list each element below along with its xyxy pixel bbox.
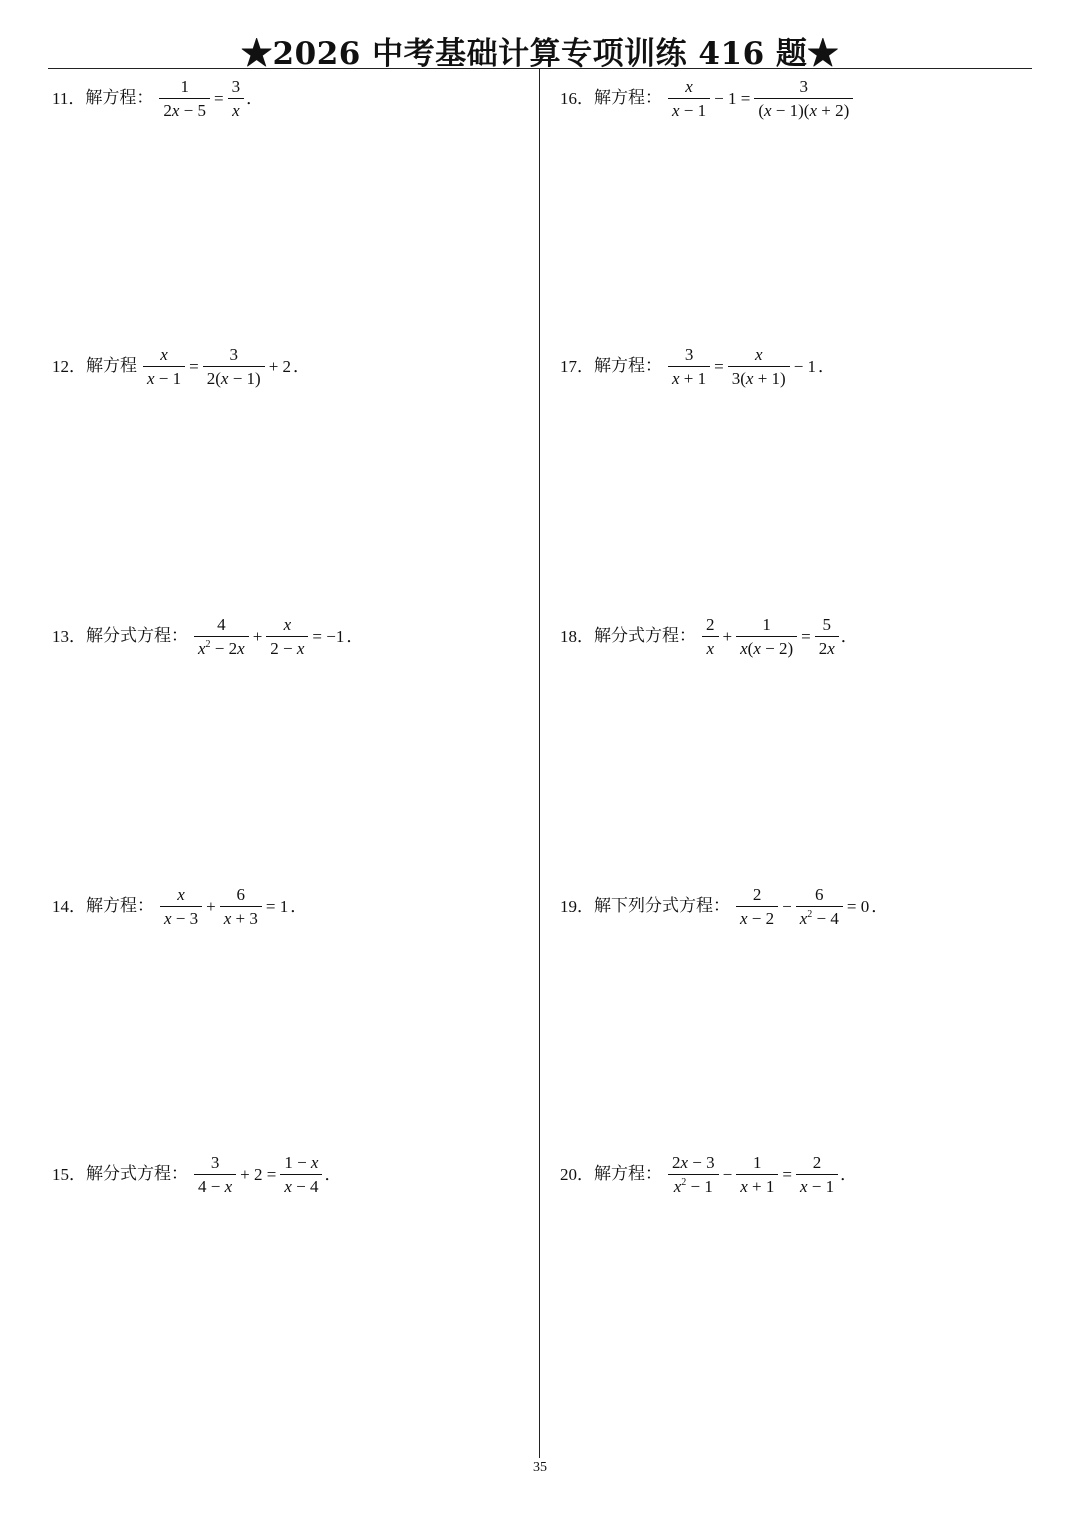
problem-instruction: 解方程： (85, 88, 154, 108)
problem-end-mark: ． (324, 1165, 342, 1184)
problem-end-mark: ． (346, 627, 364, 646)
equation: $\frac{x}{x - 1}$ = $\frac{3}{2(x - 1)}$ + 2 ． (141, 346, 310, 387)
fraction: $\frac{x}{2 - x}$ (266, 616, 308, 657)
problem-instruction: 解方程： (86, 896, 154, 916)
page-number: 35 (533, 1460, 547, 1475)
fraction: $\frac{2}{x}$ (702, 616, 719, 657)
problem-13 (52, 616, 363, 657)
fraction: $\frac{3}{4 - x}$ (194, 1154, 236, 1195)
problem-number: 20． (560, 1165, 594, 1184)
problem-instruction: 解方程： (594, 88, 662, 108)
problem-number: 12． (52, 357, 86, 376)
equation: $\frac{2}{x - 2}$ − $\frac{6}{x^2 - 4}$ = 0 ． (734, 886, 888, 927)
problem-number: 19． (560, 897, 594, 916)
equation: $\frac{2}{x}$ + $\frac{1}{x(x - 2)}$ = $\frac{5}{2x}$ ． (700, 616, 858, 657)
problem-11 (52, 78, 263, 119)
fraction: $\frac{3}{x + 1}$ (668, 346, 710, 387)
problem-instruction: 解分式方程： (86, 1164, 188, 1184)
fraction: $\frac{5}{2x}$ (815, 616, 839, 657)
page-title: ★2026 中考基础计算专项训练 416 题★ (241, 36, 839, 72)
fraction: $\frac{3}{x}$ (228, 78, 245, 119)
problem-number: 14． (52, 897, 86, 916)
problem-end-mark: ． (871, 897, 889, 916)
problem-number: 16． (560, 89, 594, 108)
fraction: $\frac{4}{x^2 - 2x}$ (194, 616, 249, 657)
problem-19 (560, 886, 888, 927)
problem-end-mark: ． (840, 1165, 858, 1184)
problem-instruction: 解方程 (86, 356, 137, 376)
problem-16 (560, 78, 855, 119)
problem-end-mark: ． (290, 897, 308, 916)
problem-18 (560, 616, 858, 657)
problem-number: 15． (52, 1165, 86, 1184)
problem-instruction: 解下列分式方程： (594, 896, 730, 916)
equation: $\frac{4}{x^2 - 2x}$ + $\frac{x}{2 - x}$ = −1 ． (192, 616, 363, 657)
problem-end-mark: ． (840, 627, 858, 646)
problem-end-mark: ． (818, 357, 836, 376)
problem-12 (52, 346, 310, 387)
fraction: $\frac{x}{x - 1}$ (143, 346, 185, 387)
equation: $\frac{3}{x + 1}$ = $\frac{x}{3(x + 1)}$ − 1 ． (666, 346, 835, 387)
fraction: $\frac{2}{x - 1}$ (796, 1154, 838, 1195)
fraction: $\frac{1 - x}{x - 4}$ (280, 1154, 322, 1195)
problem-number: 17． (560, 357, 594, 376)
problem-instruction: 解分式方程： (86, 626, 188, 646)
problem-number: 11． (52, 89, 86, 108)
problem-20 (560, 1154, 857, 1195)
fraction: $\frac{3}{(x - 1)(x + 2)}$ (754, 78, 853, 119)
equation: $\frac{3}{4 - x}$ + 2 = $\frac{1 - x}{x - 4}$ ． (192, 1154, 341, 1195)
fraction: $\frac{6}{x^2 - 4}$ (796, 886, 843, 927)
equation: $\frac{x}{x - 1}$ − 1 = $\frac{3}{(x - 1)(x + 2)}$ (666, 78, 855, 119)
problem-instruction: 解方程： (594, 356, 662, 376)
fraction: $\frac{x}{x - 1}$ (668, 78, 710, 119)
fraction: $\frac{x}{x - 3}$ (160, 886, 202, 927)
problem-end-mark: ． (293, 357, 311, 376)
equation: $\frac{2x - 3}{x^2 - 1}$ − $\frac{1}{x + 1}$ = $\frac{2}{x - 1}$ ． (666, 1154, 857, 1195)
fraction: $\frac{2}{x - 2}$ (736, 886, 778, 927)
problem-number: 13． (52, 627, 86, 646)
fraction: $\frac{1}{x + 1}$ (736, 1154, 778, 1195)
fraction: $\frac{2x - 3}{x^2 - 1}$ (668, 1154, 719, 1195)
fraction: $\frac{3}{2(x - 1)}$ (203, 346, 265, 387)
problem-end-mark: ． (246, 89, 264, 108)
equation: $\frac{x}{x - 3}$ + $\frac{6}{x + 3}$ = 1 ． (158, 886, 307, 927)
fraction: $\frac{1}{2x - 5}$ (159, 78, 210, 119)
problem-instruction: 解方程： (594, 1164, 662, 1184)
column-divider (539, 69, 540, 1458)
problem-15 (52, 1154, 341, 1195)
problem-instruction: 解分式方程： (594, 626, 696, 646)
fraction: $\frac{1}{x(x - 2)}$ (736, 616, 797, 657)
problem-17 (560, 346, 835, 387)
equation: $\frac{1}{2x - 5}$ = $\frac{3}{x}$ ． (157, 78, 263, 119)
title-underline (48, 68, 1032, 69)
problem-14 (52, 886, 307, 927)
fraction: $\frac{6}{x + 3}$ (220, 886, 262, 927)
fraction: $\frac{x}{3(x + 1)}$ (728, 346, 790, 387)
problem-number: 18． (560, 627, 594, 646)
